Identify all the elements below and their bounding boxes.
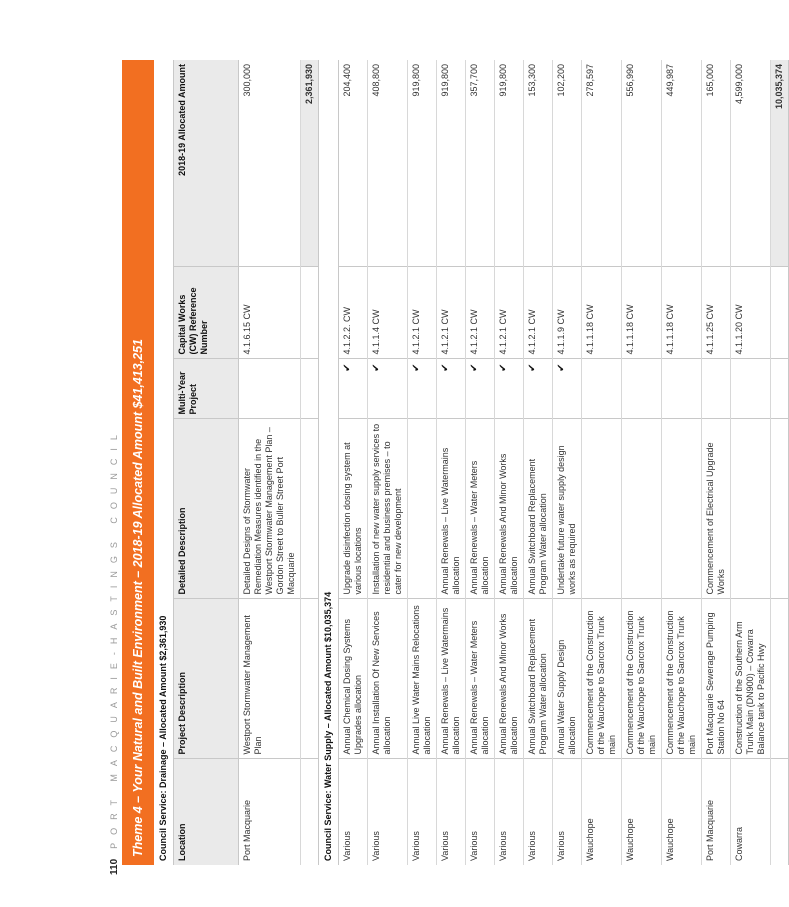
theme-banner — [122, 60, 154, 865]
cell-project: Commencement of the Construction of the Wauchope to Sancrox Trunk main — [582, 599, 622, 759]
cell-amount: 919,800 — [495, 60, 524, 267]
cell-project: Commencement of the Construction of the Wauchope to Sancrox Trunk main — [622, 599, 662, 759]
cell-project: Annual Switchboard Replacement Program Water allocation — [524, 599, 553, 759]
table-header-row — [174, 60, 239, 865]
table-row — [622, 60, 662, 865]
cell-amount: 4,599,000 — [731, 60, 771, 267]
cell-cw-reference: 4.1.6.15 CW — [239, 267, 301, 359]
header-cw-reference: Capital Works (CW) Reference Number — [174, 267, 239, 359]
cell-cw-reference: 4.1.2.1 CW — [408, 267, 437, 359]
table-row — [495, 60, 524, 865]
water-supply-rows — [339, 60, 771, 865]
table-row — [368, 60, 408, 865]
cell-amount: 919,800 — [408, 60, 437, 267]
cell-location: Port Macquarie — [239, 759, 301, 865]
cell-detail: Annual Switchboard Replacement Program Water allocation — [524, 419, 553, 599]
cell-detail: Annual Renewals And Minor Works allocation — [495, 419, 524, 599]
cell-project: Port Macquarie Sewerage Pumping Station No 64 — [702, 599, 731, 759]
cell-multi-year: ✔ — [524, 359, 553, 419]
cell-location: Various — [466, 759, 495, 865]
cell-project: Annual Live Water Mains Relocations allocation — [408, 599, 437, 759]
cell-detail — [662, 419, 702, 599]
cell-location: Wauchope — [622, 759, 662, 865]
cell-amount: 153,300 — [524, 60, 553, 267]
cell-multi-year: ✔ — [495, 359, 524, 419]
cell-location: Wauchope — [662, 759, 702, 865]
drainage-section-row — [154, 60, 174, 865]
table-row — [408, 60, 437, 865]
cell-multi-year: ✔ — [339, 359, 368, 419]
table-row — [239, 60, 301, 865]
cell-cw-reference: 4.1.2.1 CW — [495, 267, 524, 359]
cell-amount: 556,990 — [622, 60, 662, 267]
header-detail: Detailed Description — [174, 419, 239, 599]
cell-cw-reference: 4.1.2.1 CW — [524, 267, 553, 359]
table-row — [662, 60, 702, 865]
cell-amount: 357,700 — [466, 60, 495, 267]
cell-project: Westport Stormwater Management Plan — [239, 599, 301, 759]
cell-amount: 300,000 — [239, 60, 301, 267]
water-total-row — [771, 60, 789, 865]
cell-cw-reference: 4.1.1.9 CW — [553, 267, 582, 359]
cell-location: Wauchope — [582, 759, 622, 865]
cell-amount: 278,597 — [582, 60, 622, 267]
header-multi-year: Multi-Year Project — [174, 359, 239, 419]
table-row — [524, 60, 553, 865]
cell-project: Annual Chemical Dosing Systems Upgrades allocation — [339, 599, 368, 759]
table-row — [339, 60, 368, 865]
table-row — [466, 60, 495, 865]
cell-project: Annual Installation Of New Services allocation — [368, 599, 408, 759]
cell-project: Annual Renewals And Minor Works allocation — [495, 599, 524, 759]
cell-location: Various — [437, 759, 466, 865]
cell-amount: 204,400 — [339, 60, 368, 267]
theme-title: Theme 4 – Your Natural and Built Environment – 2018-19 Allocated Amount $41,413,251 — [131, 339, 145, 857]
drainage-total-row — [301, 60, 319, 865]
cell-multi-year — [622, 359, 662, 419]
table-row — [437, 60, 466, 865]
header-amount: 2018-19 Allocated Amount — [174, 60, 239, 267]
water-heading: Council Service: Water Supply – Allocated Amount $10,035,374 — [319, 60, 339, 865]
table-row — [702, 60, 731, 865]
cell-detail: Detailed Designs of Stormwater Remediation Measures identified in the Westport Stormwater Management Plan – Gordon Street to Buller Street Port Macquarie — [239, 419, 301, 599]
cell-location: Cowarra — [731, 759, 771, 865]
cell-amount: 165,000 — [702, 60, 731, 267]
cell-detail — [731, 419, 771, 599]
cell-cw-reference: 4.1.1.18 CW — [662, 267, 702, 359]
cell-location: Various — [368, 759, 408, 865]
council-name: PORT MACQUARIE-HASTINGS COUNCIL — [109, 427, 119, 849]
drainage-total: 2,361,930 — [301, 60, 319, 267]
cell-detail: Undertake future water supply design works as required — [553, 419, 582, 599]
page-number: 110 — [108, 858, 120, 875]
capital-works-table — [154, 60, 789, 865]
header-location: Location — [174, 759, 239, 865]
cell-cw-reference: 4.1.1.20 CW — [731, 267, 771, 359]
cell-amount: 919,800 — [437, 60, 466, 267]
cell-detail — [408, 419, 437, 599]
cell-project: Annual Renewals – Live Watermains allocation — [437, 599, 466, 759]
cell-multi-year — [239, 359, 301, 419]
cell-location: Various — [553, 759, 582, 865]
cell-amount: 102,200 — [553, 60, 582, 267]
cell-multi-year: ✔ — [466, 359, 495, 419]
cell-location: Port Macquarie — [702, 759, 731, 865]
cell-location: Various — [339, 759, 368, 865]
cell-location: Various — [408, 759, 437, 865]
cell-multi-year — [731, 359, 771, 419]
rotated-page — [122, 60, 784, 865]
cell-project: Annual Renewals – Water Meters allocation — [466, 599, 495, 759]
cell-cw-reference: 4.1.1.25 CW — [702, 267, 731, 359]
cell-cw-reference: 4.1.2.1 CW — [466, 267, 495, 359]
table-row — [731, 60, 771, 865]
cell-multi-year — [702, 359, 731, 419]
cell-amount: 408,800 — [368, 60, 408, 267]
cell-multi-year: ✔ — [368, 359, 408, 419]
cell-multi-year — [582, 359, 622, 419]
cell-multi-year — [662, 359, 702, 419]
cell-detail — [582, 419, 622, 599]
cell-project: Construction of the Southern Arm Trunk Main (DN900) – Cowarra Balance tank to Pacific Hwy — [731, 599, 771, 759]
cell-detail: Installation of new water supply services to residential and business premises – to cater for new development — [368, 419, 408, 599]
drainage-heading: Council Service: Drainage – Allocated Amount $2,361,930 — [154, 60, 174, 865]
cell-detail: Annual Renewals – Water Meters allocation — [466, 419, 495, 599]
cell-amount: 449,987 — [662, 60, 702, 267]
cell-multi-year: ✔ — [408, 359, 437, 419]
cell-cw-reference: 4.1.1.18 CW — [622, 267, 662, 359]
cell-project: Commencement of the Construction of the Wauchope to Sancrox Trunk main — [662, 599, 702, 759]
cell-location: Various — [524, 759, 553, 865]
cell-detail: Upgrade disinfection dosing system at various locations — [339, 419, 368, 599]
water-section-row — [319, 60, 339, 865]
cell-multi-year: ✔ — [437, 359, 466, 419]
cell-location: Various — [495, 759, 524, 865]
cell-multi-year: ✔ — [553, 359, 582, 419]
cell-cw-reference: 4.1.1.4 CW — [368, 267, 408, 359]
cell-cw-reference: 4.1.1.18 CW — [582, 267, 622, 359]
table-row — [553, 60, 582, 865]
cell-project: Annual Water Supply Design allocation — [553, 599, 582, 759]
cell-cw-reference: 4.1.2.2. CW — [339, 267, 368, 359]
header-project: Project Description — [174, 599, 239, 759]
cell-detail: Annual Renewals – Live Watermains allocation — [437, 419, 466, 599]
cell-detail — [622, 419, 662, 599]
table-row — [582, 60, 622, 865]
water-total: 10,035,374 — [771, 60, 789, 267]
cell-detail: Commencement of Electrical Upgrade Works — [702, 419, 731, 599]
cell-cw-reference: 4.1.2.1 CW — [437, 267, 466, 359]
